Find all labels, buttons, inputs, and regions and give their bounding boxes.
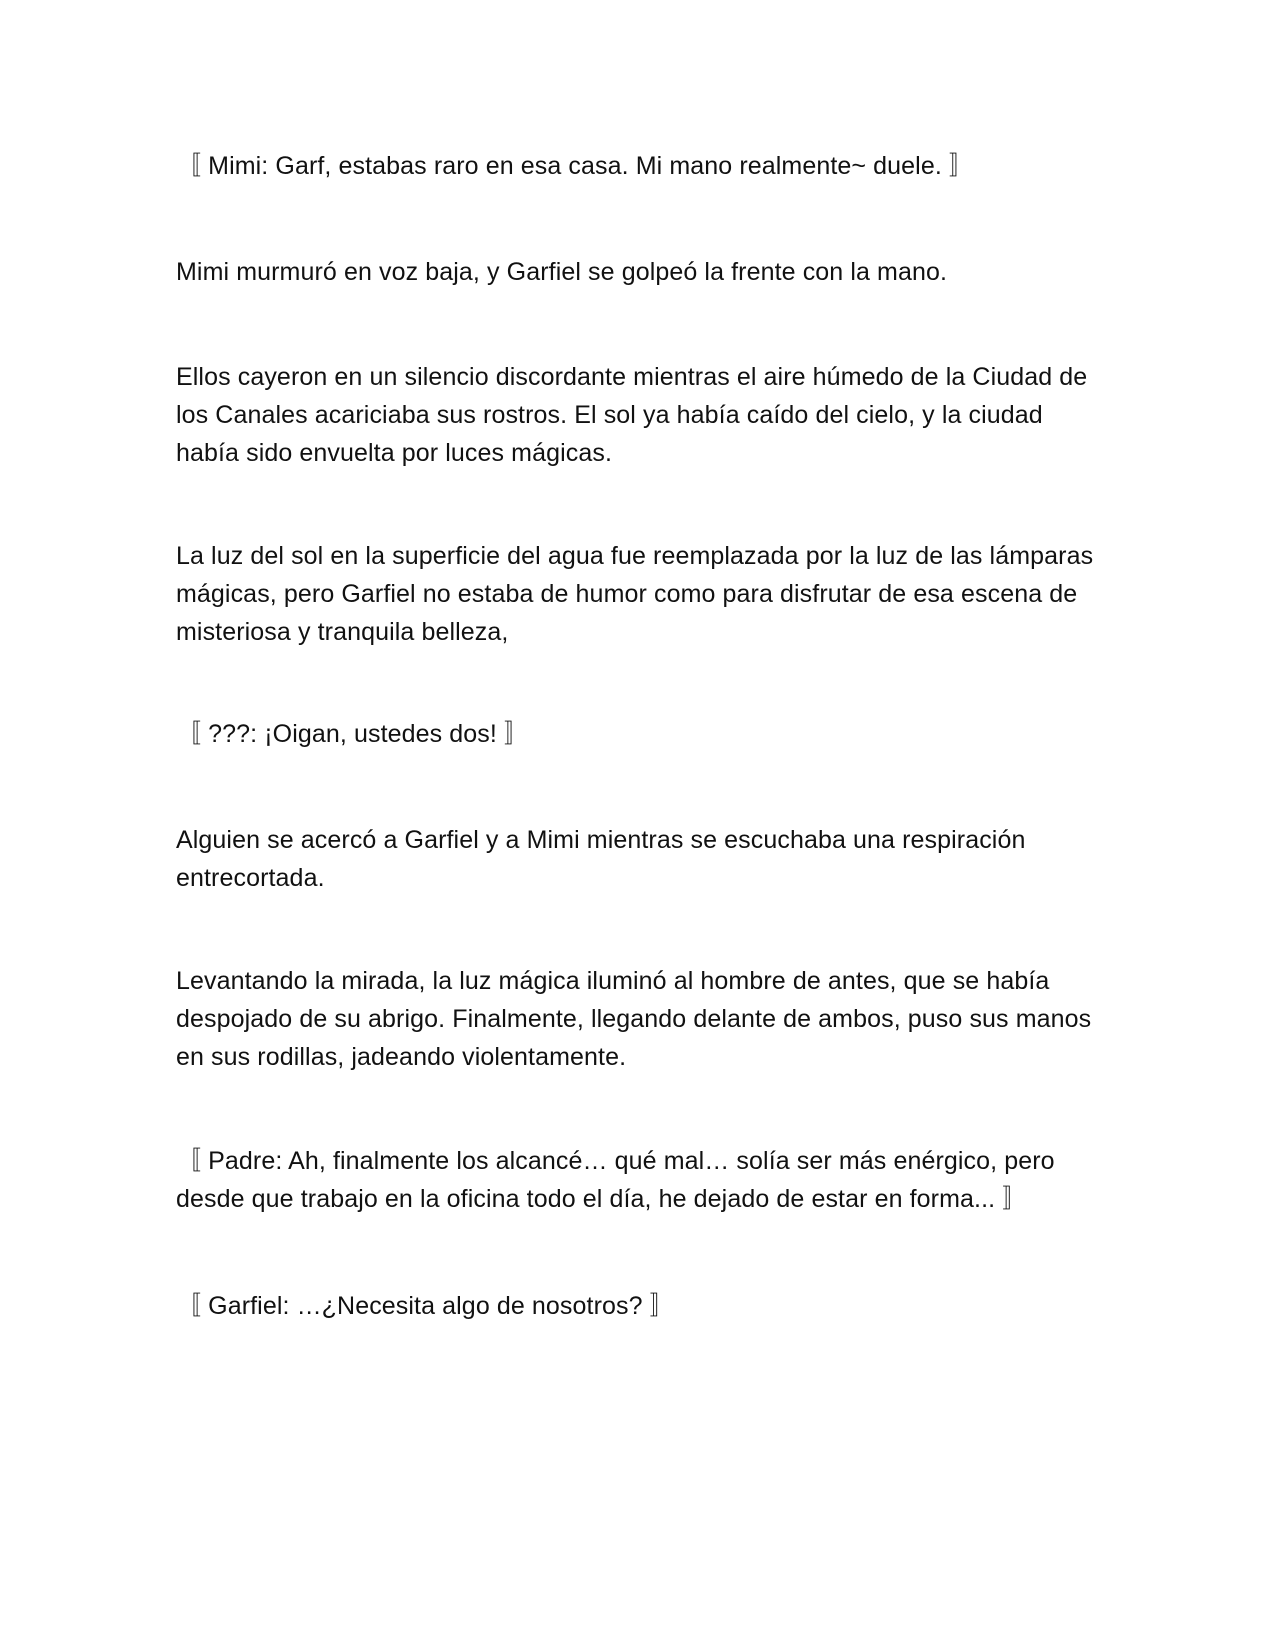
dialogue-garfiel: 〚 Garfiel: …¿Necesita algo de nosotros? 〛 bbox=[176, 1292, 675, 1320]
dialogue-padre: 〚 Padre: Ah, finalmente los alcancé… qué mal… solía ser más enérgico, pero desde que trabajo en la oficina todo el día, he dejado de estar en forma... 〛 bbox=[176, 1147, 1055, 1213]
dialogue-mimi: 〚 Mimi: Garf, estabas raro en esa casa. Mi mano realmente~ duele. 〛 bbox=[176, 152, 975, 180]
narration-paragraph: Ellos cayeron en un silencio discordante mientras el aire húmedo de la Ciudad de los Canales acariciaba sus rostros. El sol ya había caído del cielo, y la ciudad había sido envuelta por luces mágicas. bbox=[176, 363, 1088, 467]
narration-paragraph: Alguien se acercó a Garfiel y a Mimi mientras se escuchaba una respiración entrecortada. bbox=[176, 826, 1026, 892]
narration-paragraph: La luz del sol en la superficie del agua fue reemplazada por la luz de las lámparas mágicas, pero Garfiel no estaba de humor como para disfrutar de esa escena de misteriosa y tranquila belleza, bbox=[176, 542, 1094, 646]
narration-paragraph: Mimi murmuró en voz baja, y Garfiel se golpeó la frente con la mano. bbox=[176, 258, 948, 286]
dialogue-unknown: 〚 ???: ¡Oigan, ustedes dos! 〛 bbox=[176, 720, 530, 748]
narration-paragraph: Levantando la mirada, la luz mágica iluminó al hombre de antes, que se había despojado de su abrigo. Finalmente, llegando delante de ambos, puso sus manos en sus rodillas, jadeando violentamente. bbox=[176, 967, 1092, 1071]
